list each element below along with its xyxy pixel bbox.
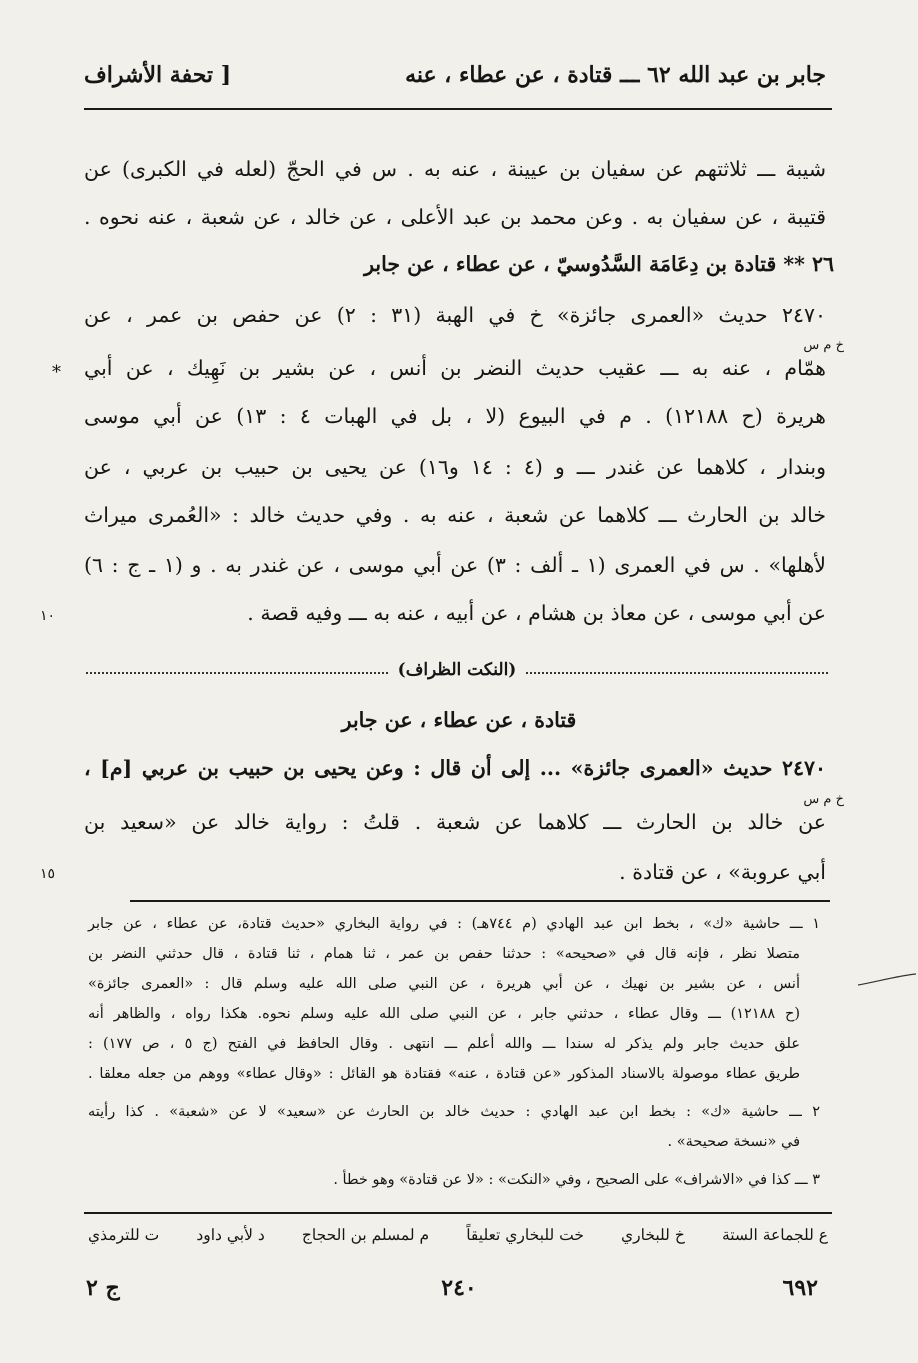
nukat-margin-sigla: خ م س bbox=[803, 792, 844, 807]
line-number: ١٠ bbox=[40, 608, 56, 624]
abbreviation: خت للبخاري تعليقاً bbox=[466, 1226, 584, 1244]
abbreviation: د لأبي داود bbox=[196, 1226, 265, 1244]
footnote-1-line: طريق عطاء موصولة بالاسناد المذكور «عن قتادة ، عنه» فقتادة هو القائل : «وقال عطاء» ووهم من جعله معلقا . bbox=[88, 1066, 800, 1082]
text-line: همّام ، عنه به ـــ عقيب حديث النضر بن أنس ، عن بشير بن نَهِيك ، عن أبي bbox=[84, 356, 826, 380]
footnote-3-line: ٣ ـــ كذا في «الاشراف» على الصحيح ، وفي «النكت» : «لا عن قتادة» وهو خطأ . bbox=[333, 1172, 820, 1188]
text-line: لأهلها» . س في العمرى (١ ـ ألف : ٣) عن أبي موسى ، عن غندر به . و (١ ـ ج : ٦) bbox=[84, 553, 826, 577]
page-number: ٦٩٢ bbox=[782, 1275, 818, 1301]
section-heading: ٢٦ ** قتادة بن دِعَامَة السَّدُوسيّ ، عن عطاء ، عن جابر bbox=[364, 252, 834, 276]
footnote-1-line: علق حديث جابر ولم يذكر له سندا ـــ والله أعلم ـــ انتهى . وقال الحافظ في الفتح (ج ٥ ، ص ١٧٧) : bbox=[88, 1036, 800, 1052]
hadith-entry-line: ٢٤٧٠ حديث «العمرى جائزة» خ في الهبة (٣١ : ٢) عن حفص بن عمر ، عن bbox=[84, 303, 826, 327]
line-number: ١٥ bbox=[40, 866, 56, 882]
volume-number: ج ٢ bbox=[86, 1275, 120, 1301]
abbreviation: م لمسلم بن الحجاج bbox=[301, 1226, 430, 1244]
text-line: قتيبة ، عن سفيان به . وعن محمد بن عبد الأعلى ، عن خالد ، عن شعبة ، عنه نحوه . bbox=[84, 205, 826, 229]
abbreviations-rule bbox=[84, 1212, 832, 1214]
margin-sigla: خ م س bbox=[803, 338, 844, 353]
text-line: شيبة ـــ ثلاثتهم عن سفيان بن عيينة ، عنه به . س في الحجّ (لعله في الكبرى) عن bbox=[84, 157, 826, 181]
footnote-1-line: (ح ١٢١٨٨) ـــ وقال عطاء ، حدثني جابر ، عن النبي صلى الله عليه وسلم نحوه. هكذا رواه ، والظاهر أنه bbox=[88, 1006, 800, 1022]
footnote-1-line: أنس ، عن بشير بن نهيك ، عن أبي هريرة ، عن النبي صلى الله عليه وسلم قال : «العمرى جائزة» bbox=[88, 976, 800, 992]
footnote-1-line: متصلا نظر ، فإنه قال في «صحيحه» : حدثنا حفص بن عمر ، ثنا همام ، ثنا قتادة ، قال حدثني النضر بن bbox=[88, 946, 800, 962]
pen-mark bbox=[856, 972, 918, 988]
text-line: وبندار ، كلاهما عن غندر ـــ و (٤ : ١٤ و١٦) عن يحيى بن حبيب بن عربي ، عن bbox=[84, 455, 826, 479]
nukat-entry-line: ٢٤٧٠ حديث «العمرى جائزة» ... إلى أن قال : وعن يحيى بن حبيب بن عربي [م] ، bbox=[84, 756, 826, 780]
footnote-2-line: ٢ ـــ حاشية «ك» : بخط ابن عبد الهادي : حديث خالد بن الحارث عن «سعيد» لا عن «شعبة» . كذا رأيته bbox=[88, 1104, 820, 1120]
footer-center-number: ٢٤٠ bbox=[441, 1275, 477, 1301]
footnote-1-line: ١ ـــ حاشية «ك» ، بخط ابن عبد الهادي (م ٧٤٤هـ) : في رواية البخاري «حديث قتادة، عن عطاء ، عن جابر bbox=[88, 916, 821, 932]
text-line: خالد بن الحارث ـــ كلاهما عن شعبة ، عنه به . وفي حديث خالد : «العُمرى ميراث bbox=[84, 503, 826, 527]
margin-star: * bbox=[52, 362, 61, 383]
footnote-rule bbox=[130, 900, 830, 902]
text-line: هريرة (ح ١٢١٨٨) . م في البيوع (لا ، بل في الهبات ٤ : ١٣) عن أبي موسى bbox=[84, 404, 826, 428]
abbreviations-key bbox=[88, 1226, 828, 1244]
running-header-title: جابر بن عبد الله ٦٢ ـــ قتادة ، عن عطاء ، عنه bbox=[405, 62, 826, 88]
nukat-text-line: أبي عروبة» ، عن قتادة . bbox=[619, 860, 826, 884]
footnote-2-line: في «نسخة صحيحة» . bbox=[667, 1134, 800, 1150]
abbreviation: خ للبخاري bbox=[621, 1226, 685, 1244]
section-separator bbox=[86, 660, 828, 682]
nukat-heading: قتادة ، عن عطاء ، عن جابر bbox=[341, 708, 577, 732]
header-rule bbox=[84, 108, 832, 110]
abbreviation: ت للترمذي bbox=[88, 1226, 160, 1244]
abbreviation: ع للجماعة الستة bbox=[721, 1226, 828, 1244]
text-line: عن أبي موسى ، عن معاذ بن هشام ، عن أبيه ، عنه به ـــ وفيه قصة . bbox=[247, 601, 826, 625]
separator-label: (النكت الظراف) bbox=[390, 660, 525, 680]
running-header-book: [ تحفة الأشراف bbox=[84, 62, 232, 88]
nukat-text-line: عن خالد بن الحارث ـــ كلاهما عن شعبة . قلتُ : رواية خالد عن «سعيد بن bbox=[84, 810, 826, 834]
